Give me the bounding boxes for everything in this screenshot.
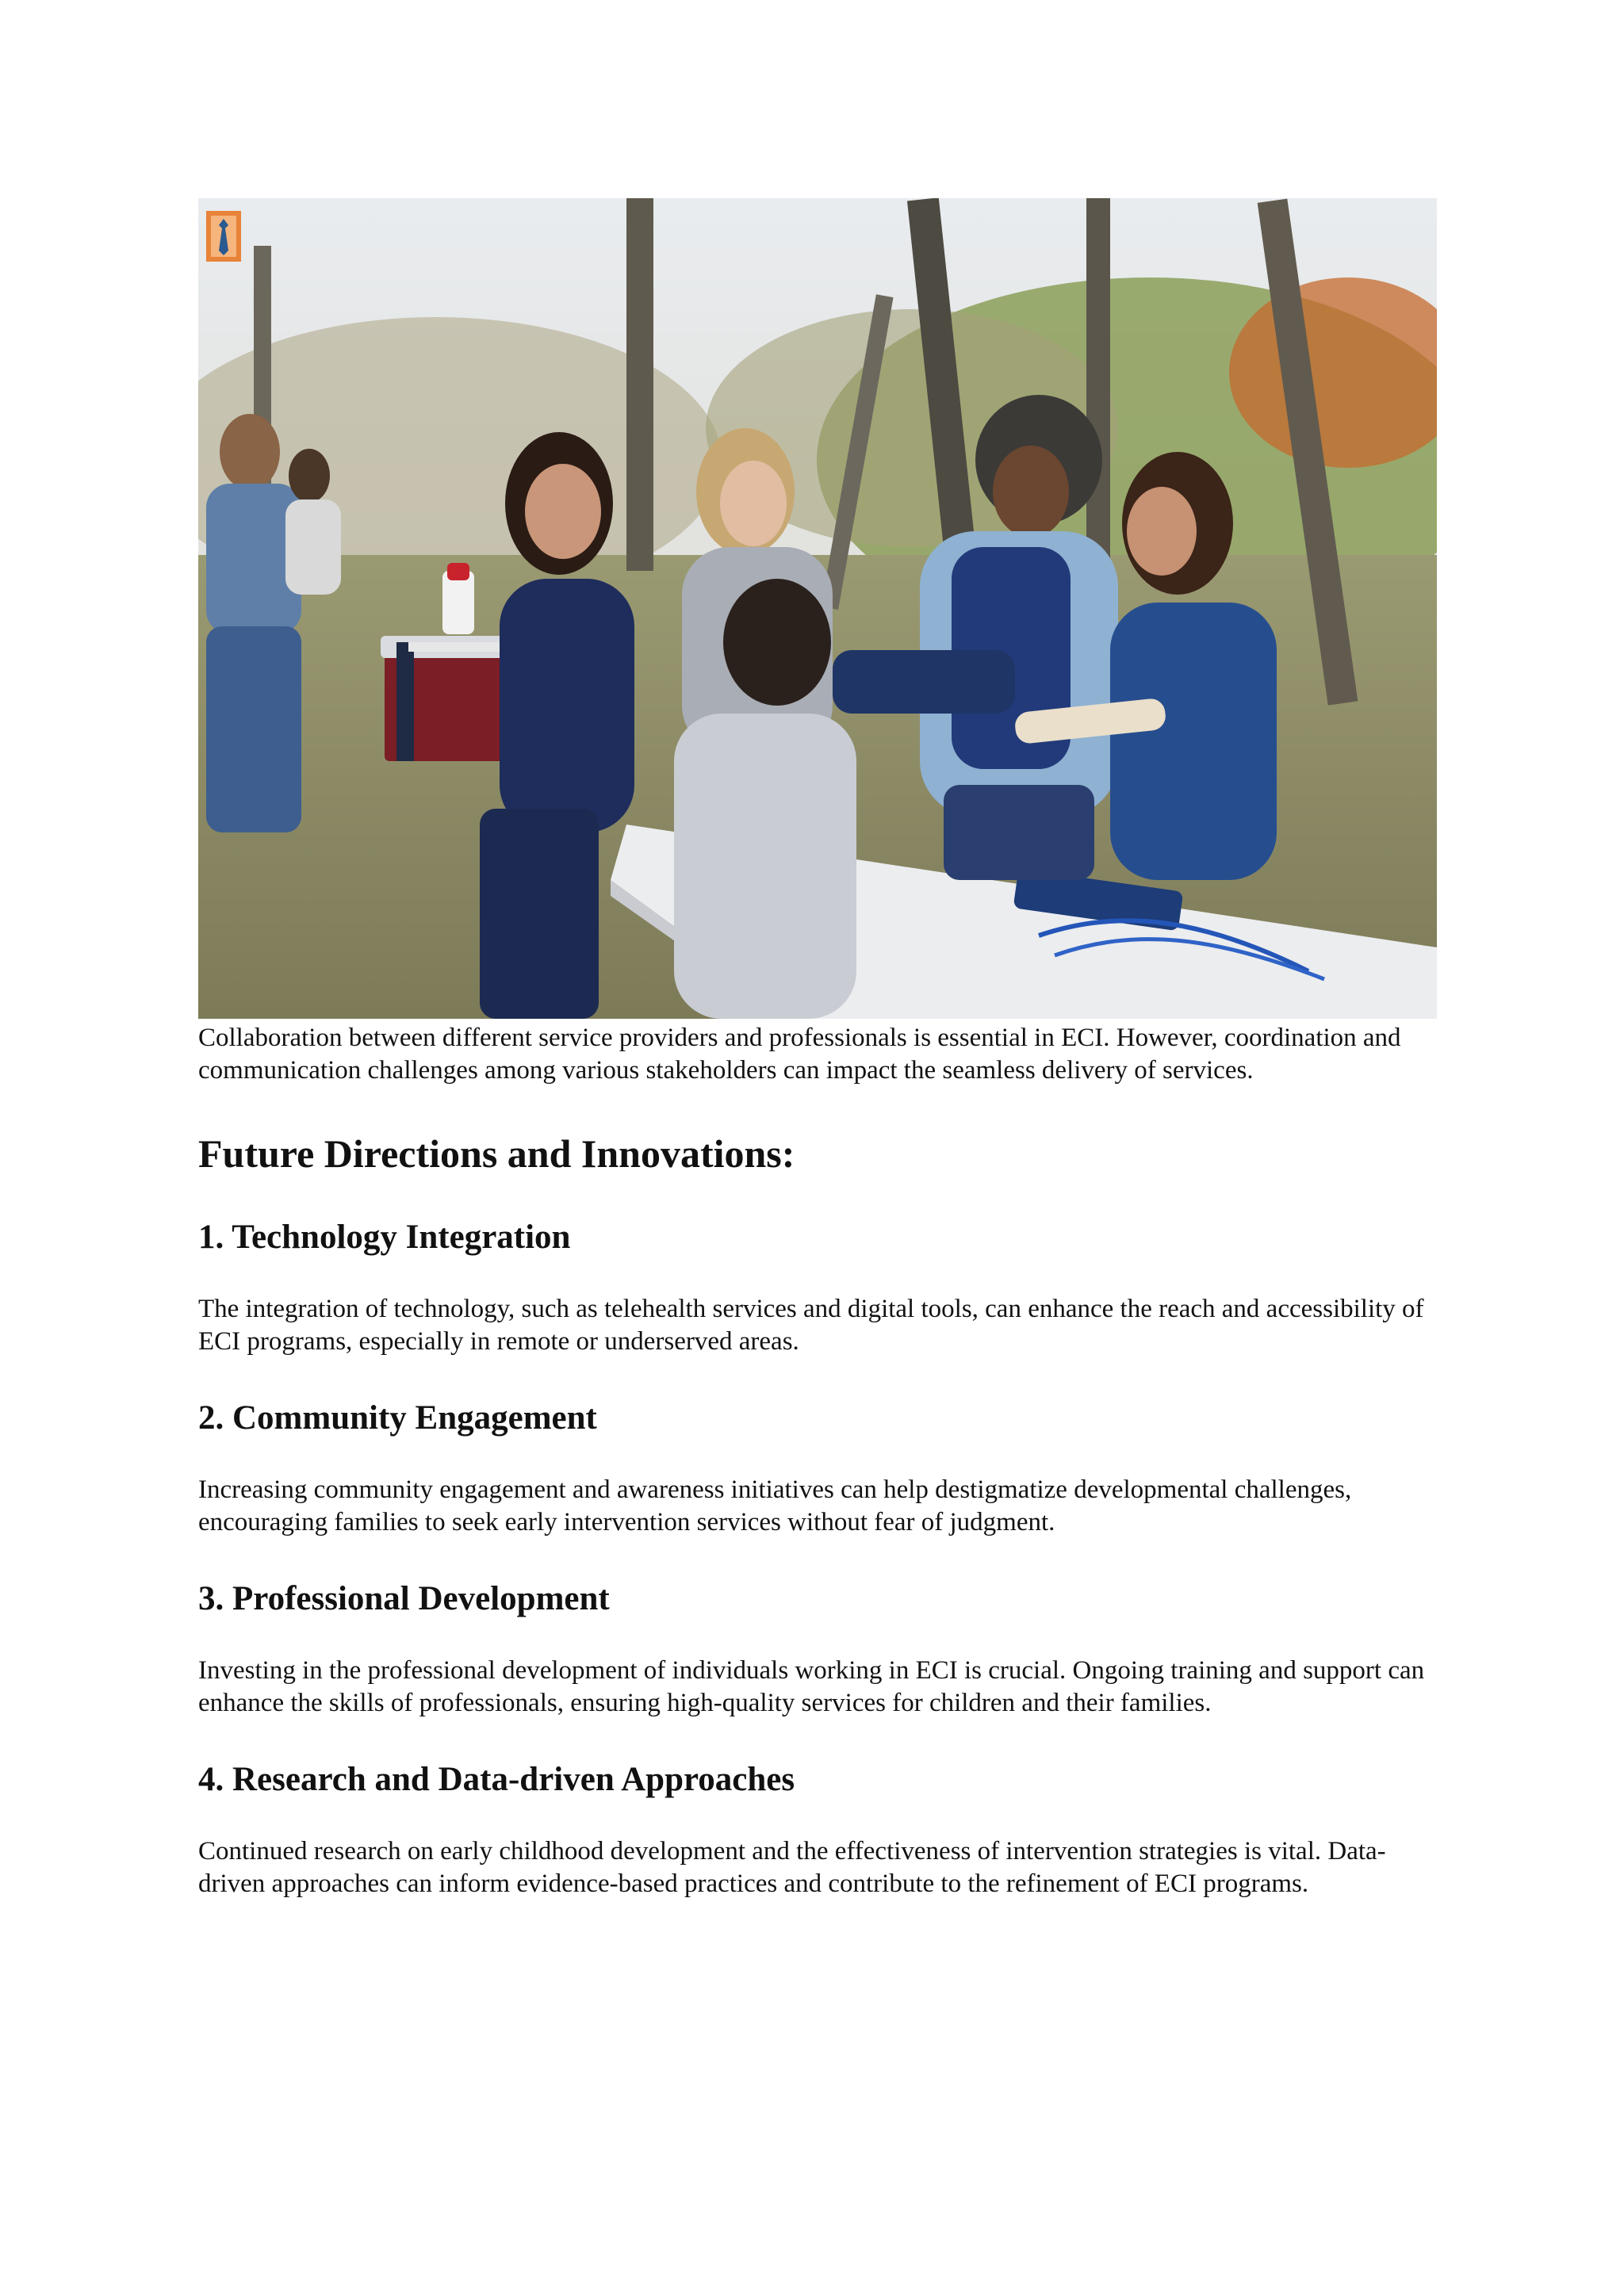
paragraph-research-data-driven: Continued research on early childhood development and the effectiveness of intervention strategies is vital. Data-driven approaches can inform evidence-based practices and contribute to the refinement of ECI programs.: [198, 1837, 1386, 1898]
paragraph-technology-integration: The integration of technology, such as telehealth services and digital tools, can enhance the reach and accessibility of ECI programs, especially in remote or underserved areas.: [198, 1295, 1424, 1356]
paragraph-community-engagement: Increasing community engagement and awareness initiatives can help destigmatize developmental challenges, encouraging families to seek early intervention services without fear of judgment.: [198, 1475, 1352, 1536]
subheading-research-data-driven: 4. Research and Data-driven Approaches: [198, 1761, 795, 1798]
paragraph-professional-development: Investing in the professional development of individuals working in ECI is crucial. Ongoing training and support can enhance the skills of professionals, ensuring high-quality services for children and their families.: [198, 1656, 1425, 1717]
section-title: Future Directions and Innovations:: [198, 1131, 795, 1176]
subheading-technology-integration: 1. Technology Integration: [198, 1219, 571, 1256]
subheading-professional-development: 3. Professional Development: [198, 1580, 610, 1617]
hero-photo: [198, 198, 1437, 1019]
document-page: [198, 198, 1437, 1900]
park-scene-illustration: [198, 198, 1437, 1019]
image-caption: Collaboration between different service providers and professionals is essential in ECI. However, coordination and communication challenges among various stakeholders can impact the seamless delivery of services.: [198, 1024, 1401, 1085]
subheading-community-engagement: 2. Community Engagement: [198, 1399, 597, 1437]
orange-tie-logo-icon: [206, 211, 241, 262]
